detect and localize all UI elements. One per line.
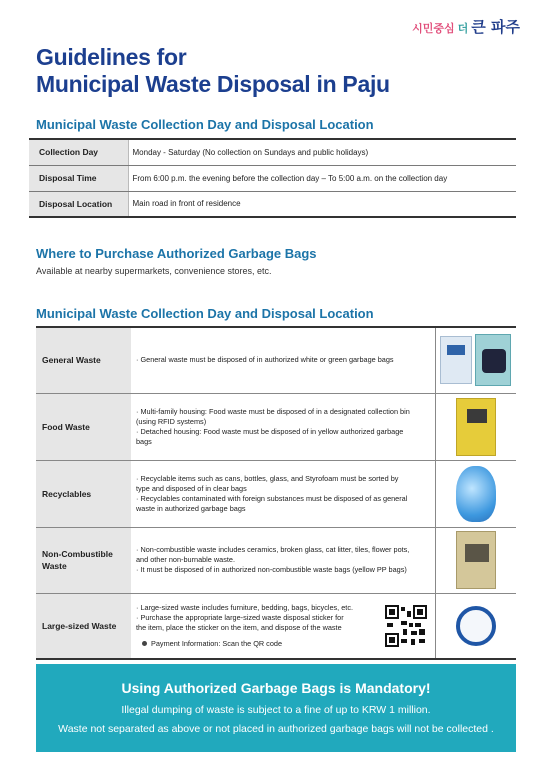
desc-line: the item, place the sticker on the item, and dispose of the waste	[136, 622, 342, 632]
table-row	[29, 165, 516, 191]
category-food-waste: Food Waste	[36, 393, 131, 460]
white-bag-icon	[440, 336, 472, 384]
table-row	[36, 393, 516, 460]
mandatory-banner	[36, 664, 516, 752]
schedule-heading: Municipal Waste Collection Day and Disposal Location	[36, 117, 374, 132]
schedule-table	[29, 138, 516, 218]
general-waste-desc	[131, 327, 435, 393]
collection-day-value: Monday - Saturday (No collection on Sundays and public holidays)	[128, 139, 516, 165]
purchase-text: Available at nearby supermarkets, convenience stores, etc.	[36, 266, 272, 276]
sticker-icon	[456, 606, 496, 646]
qr-code-icon[interactable]	[385, 605, 427, 647]
page-title	[36, 44, 390, 98]
disposal-location-label: Disposal Location	[29, 191, 128, 217]
logo-part1: 시민중심	[412, 22, 455, 35]
category-non-combustible	[36, 527, 131, 593]
food-waste-image	[435, 393, 516, 460]
payment-info	[136, 639, 353, 649]
recyclables-desc	[131, 460, 435, 527]
banner-line1: Illegal dumping of waste is subject to a fine of up to KRW 1 million.	[121, 704, 431, 716]
disposal-location-value: Main road in front of residence	[128, 191, 516, 217]
table-row	[36, 327, 516, 393]
logo-part3: 큰 파주	[471, 18, 520, 36]
desc-line: · Recyclables contaminated with foreign substances must be disposed of as general	[136, 493, 408, 503]
category-line: Waste	[42, 561, 67, 571]
desc-line: · Purchase the appropriate large-sized waste disposal sticker for	[136, 612, 344, 622]
desc-line: · Large-sized waste includes furniture, bedding, bags, bicycles, etc.	[136, 602, 353, 612]
desc-line: · Multi-family housing: Food waste must be disposed of in a designated collection bin	[136, 406, 410, 416]
desc-line: · Recyclable items such as cans, bottles, glass, and Styrofoam must be sorted by	[136, 473, 399, 483]
large-waste-desc	[131, 593, 435, 659]
table-row	[36, 593, 516, 659]
table-row	[29, 191, 516, 217]
logo-part2: 더	[457, 22, 469, 35]
banner-line2: Waste not separated as above or not placed in authorized garbage bags will not be collected .	[58, 723, 494, 735]
desc-line: · Non-combustible waste includes ceramics, broken glass, cat litter, tiles, flower pots,	[136, 545, 410, 554]
waste-table	[36, 326, 516, 660]
desc-line: bags	[136, 436, 152, 446]
category-recyclables: Recyclables	[36, 460, 131, 527]
category-large-sized-waste: Large-sized Waste	[36, 593, 131, 659]
pp-bag-icon	[456, 531, 496, 589]
table-row	[29, 139, 516, 165]
yellow-bag-icon	[456, 398, 496, 456]
category-general-waste: General Waste	[36, 327, 131, 393]
non-combustible-desc	[131, 527, 435, 593]
purchase-heading: Where to Purchase Authorized Garbage Bags	[36, 246, 317, 261]
desc-line: · General waste must be disposed of in authorized white or green garbage bags	[136, 355, 394, 365]
category-line: Non-Combustible	[42, 549, 113, 559]
title-line1: Guidelines for	[36, 44, 187, 70]
large-waste-image	[435, 593, 516, 659]
banner-title: Using Authorized Garbage Bags is Mandatory!	[121, 680, 431, 696]
city-logo	[412, 16, 520, 37]
recyclables-image	[435, 460, 516, 527]
non-combustible-image	[435, 527, 516, 593]
clear-bag-icon	[456, 466, 496, 522]
collection-day-label: Collection Day	[29, 139, 128, 165]
waste-heading: Municipal Waste Collection Day and Disposal Location	[36, 306, 374, 321]
food-waste-desc	[131, 393, 435, 460]
desc-line: waste in authorized garbage bags	[136, 503, 246, 513]
general-waste-image	[435, 327, 516, 393]
desc-line: · Detached housing: Food waste must be disposed of in yellow authorized garbage	[136, 426, 404, 436]
payment-text: Payment Information: Scan the QR code	[151, 638, 283, 648]
desc-line: (using RFID systems)	[136, 416, 207, 426]
table-row	[36, 527, 516, 593]
green-bag-icon	[475, 334, 511, 386]
disposal-time-label: Disposal Time	[29, 165, 128, 191]
desc-line: type and disposed of in clear bags	[136, 483, 247, 493]
desc-line: · It must be disposed of in authorized non-combustible waste bags (yellow PP bags)	[136, 565, 407, 574]
desc-line: and other non-burnable waste.	[136, 555, 235, 564]
disposal-time-value: From 6:00 p.m. the evening before the collection day – To 5:00 a.m. on the collection day	[128, 165, 516, 191]
title-line2: Municipal Waste Disposal in Paju	[36, 71, 390, 97]
table-row	[36, 460, 516, 527]
